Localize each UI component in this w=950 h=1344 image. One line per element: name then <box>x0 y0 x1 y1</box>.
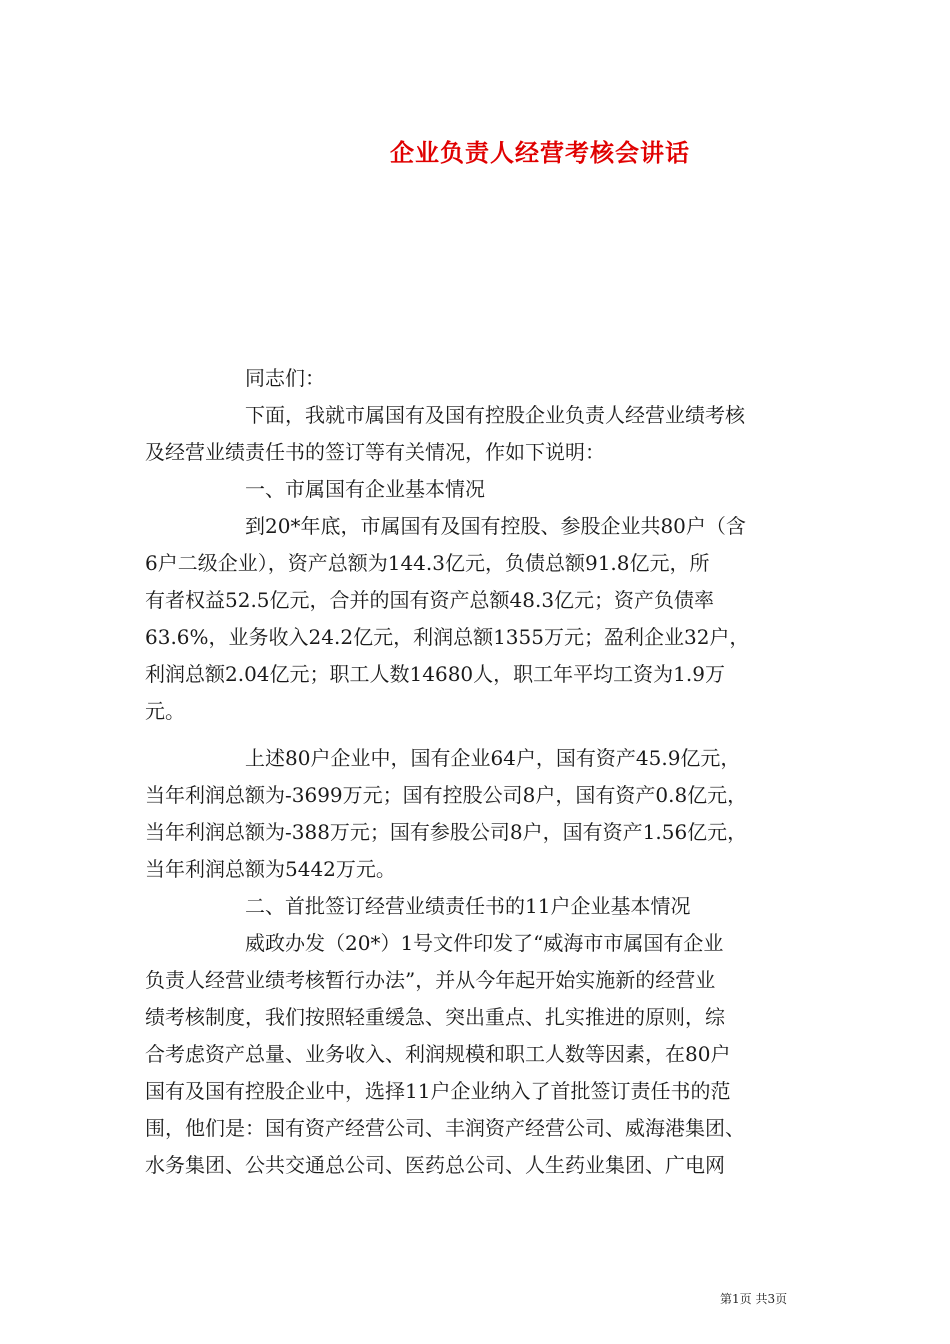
paragraph-line: 当年利润总额为5442万元。 <box>145 857 396 881</box>
section-heading-1: 一、市属国有企业基本情况 <box>245 477 485 501</box>
paragraph-line: 元。 <box>145 699 185 723</box>
paragraph-line: 及经营业绩责任书的签订等有关情况，作如下说明： <box>145 440 605 464</box>
paragraph-line: 水务集团、公共交通总公司、医药总公司、人生药业集团、广电网 <box>145 1153 725 1177</box>
paragraph-line: 当年利润总额为-388万元；国有参股公司8户，国有资产1.56亿元， <box>145 820 748 844</box>
paragraph-line: 下面，我就市属国有及国有控股企业负责人经营业绩考核 <box>245 403 745 427</box>
paragraph-line: 上述80户企业中，国有企业64户，国有资产45.9亿元， <box>245 746 741 770</box>
paragraph-line: 63.6%，业务收入24.2亿元，利润总额1355万元；盈利企业32户， <box>145 625 750 649</box>
section-heading-2: 二、首批签订经营业绩责任书的11户企业基本情况 <box>245 894 691 918</box>
paragraph-gap <box>145 730 805 740</box>
paragraph-line: 到20*年底，市属国有及国有控股、参股企业共80户（含 <box>245 514 746 538</box>
document-title-wrap <box>0 133 950 168</box>
document-title: 企业负责人经营考核会讲话 <box>390 139 690 167</box>
paragraph-line: 有者权益52.5亿元，合并的国有资产总额48.3亿元；资产负债率 <box>145 588 715 612</box>
salutation: 同志们： <box>245 366 325 390</box>
paragraph-line: 围，他们是：国有资产经营公司、丰润资产经营公司、威海港集团、 <box>145 1116 745 1140</box>
document-body <box>145 360 805 1184</box>
paragraph-line: 国有及国有控股企业中，选择11户企业纳入了首批签订责任书的范 <box>145 1079 731 1103</box>
paragraph-line: 负责人经营业绩考核暂行办法”，并从今年起开始实施新的经营业 <box>145 968 716 992</box>
paragraph-line: 利润总额2.04亿元；职工人数14680人，职工年平均工资为1.9万 <box>145 662 725 686</box>
paragraph-line: 绩考核制度，我们按照轻重缓急、突出重点、扎实推进的原则，综 <box>145 1005 725 1029</box>
paragraph-line: 合考虑资产总量、业务收入、利润规模和职工人数等因素，在80户 <box>145 1042 731 1066</box>
paragraph-line: 威政办发（20*）1号文件印发了“威海市市属国有企业 <box>245 931 724 955</box>
paragraph-line: 6户二级企业），资产总额为144.3亿元，负债总额91.8亿元，所 <box>145 551 710 575</box>
page-number-footer: 第1页 共3页 <box>720 1292 788 1306</box>
paragraph-line: 当年利润总额为-3699万元；国有控股公司8户，国有资产0.8亿元， <box>145 783 748 807</box>
